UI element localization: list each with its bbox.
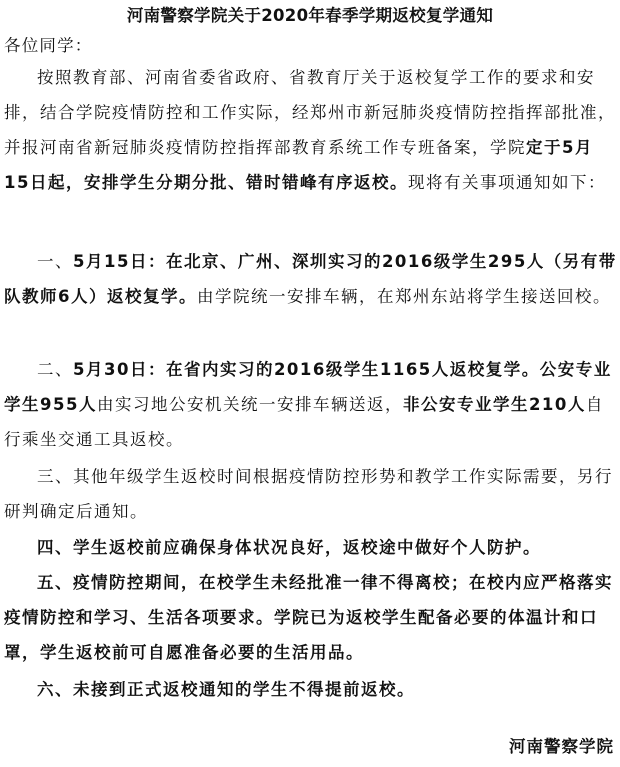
intro-tail: 现将有关事项通知如下： — [407, 173, 606, 192]
item-2-emphasis-2: 非公安专业学生210人 — [402, 395, 586, 414]
item-5-text: 学院已为返校学生配备必要的体温计和口罩，学生返校前可自愿准备必要的生活用品。 — [4, 608, 598, 662]
paragraph-intro — [4, 60, 618, 200]
salutation: 各位同学： — [4, 36, 93, 55]
paragraph-item-4: 四、学生返校前应确保身体状况良好，返校途中做好个人防护。 — [37, 538, 541, 557]
paragraph-item-3: 三、其他年级学生返校时间根据疫情防控形势和教学工作实际需要，另行研判确定后通知。 — [4, 467, 613, 521]
paragraph-item-2 — [4, 352, 618, 457]
item-1-prefix: 一、 — [37, 252, 73, 271]
paragraph-item-6: 六、未接到正式返校通知的学生不得提前返校。 — [37, 680, 415, 699]
paragraph-item-5 — [4, 565, 618, 670]
item-2-text: 由实习地公安机关统一安排车辆送返， — [96, 395, 403, 414]
item-1-emphasis: 5月15日：在北京、广州、深圳实习的2016级学生295人（另有带队教师6人）返校复学。 — [4, 252, 617, 306]
item-2-tail: 自行乘坐交通工具返校。 — [4, 395, 604, 449]
page-title: 河南警察学院关于2020年春季学期返校复学通知 — [126, 6, 494, 25]
item-5-emphasis: 五、疫情防控期间，在校学生未经批准一律不得离校；在校内应严格落实疫情防控和学习、生活各项要求。 — [4, 573, 613, 627]
signature: 河南警察学院 — [509, 737, 614, 756]
item-2-prefix: 二、 — [37, 360, 73, 379]
paragraph-item-1 — [4, 244, 618, 314]
intro-text: 按照教育部、河南省委省政府、省教育厅关于返校复学工作的要求和安排，结合学院疫情防控和工作实际，经郑州市新冠肺炎疫情防控指挥部批准，并报河南省新冠肺炎疫情防控指挥部教育系统工作专班备案，学院 — [4, 68, 616, 157]
intro-emphasis: 定于5月15日起，安排学生分期分批、错时错峰有序返校。 — [4, 138, 593, 192]
item-1-text: 由学院统一安排车辆，在郑州东站将学生接送回校。 — [196, 287, 611, 306]
item-2-emphasis: 5月30日：在省内实习的2016级学生1165人返校复学。公安专业学生955人 — [4, 360, 612, 414]
